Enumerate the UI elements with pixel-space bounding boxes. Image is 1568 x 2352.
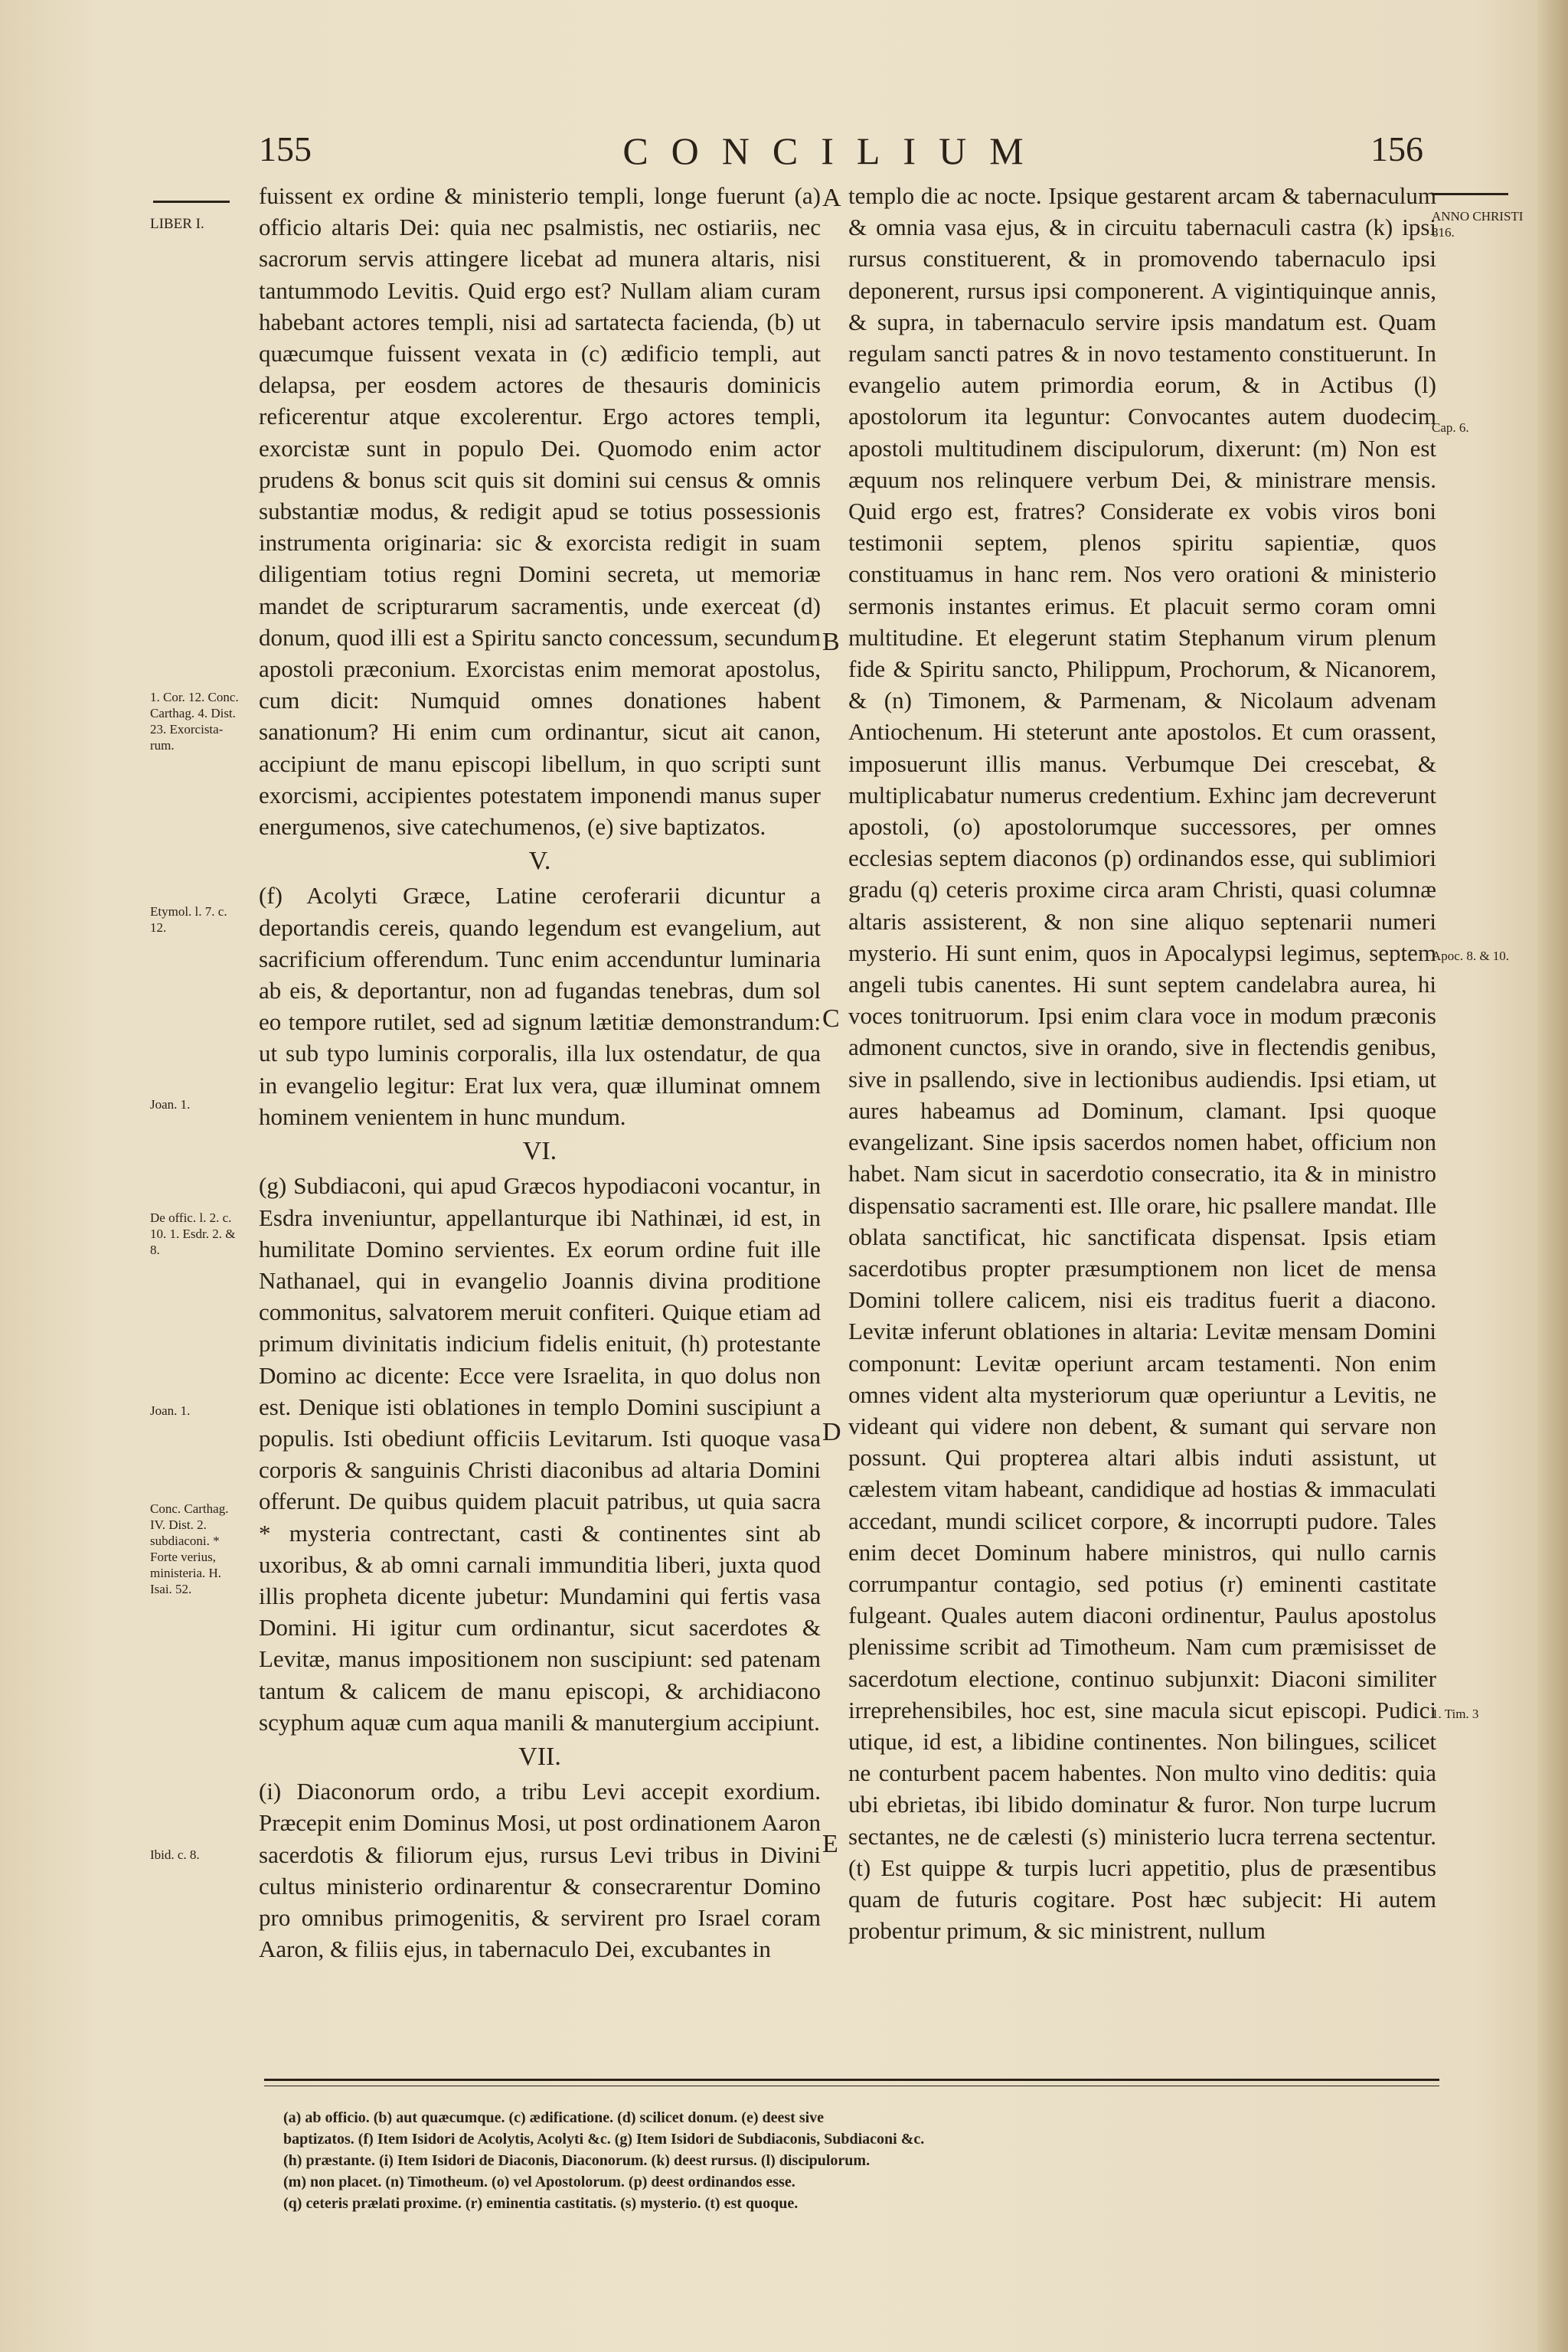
margin-etymol: Etymol. l. 7. c. 12. [150, 904, 227, 935]
margin-conc: Conc. Carthag. IV. Dist. 2. subdiaconi. * Forte verius, ministeria. H. Isai. 52. [150, 1501, 229, 1596]
top-right-rule [1432, 193, 1508, 195]
footnote-line: (m) non placet. (n) Timotheum. (o) vel Apostolorum. (p) deest ordinandos esse. [283, 2174, 795, 2190]
margin-tim: 1. Tim. 3 [1432, 1707, 1479, 1721]
footnotes [283, 2107, 1432, 2214]
running-title: CONCILIUM [622, 129, 1047, 172]
margin-apoc: Apoc. 8. & 10. [1432, 949, 1510, 963]
section-heading-vii: VII. [518, 1742, 561, 1771]
section-heading-vi: VI. [522, 1137, 557, 1166]
right-paragraph-1: templo die ac nocte. Ipsique gestarent arcam & tabernaculum & omnia vasa ejus, & in circuitu tabernaculi castra (k) ipsi rursus constituerent, & in promovendo tabernaculo ipsi deponerent, rursus ipsi componerent. A vigintiquinque annis, & supra, in tabernaculo servire ipsis mandatum est. Quam regulam sancti patres & in novo testamento constituerunt. In evangelio autem primordia eorum, & in Actibus (l) apostolorum ita leguntur: Convocantes autem duodecim apostoli multitudinem discipulorum, dixerunt: (m) Non est æquum nos relinquere verbum Dei, & ministrare mensis. Quid ergo est, fratres? Considerate ex vobis viros boni testimonii septem, plenos spiritu sapientiæ, quos constituamus in hanc rem. Nos vero orationi & ministerio sermonis instantes erimus. Et placuit sermo coram omni multitudine. Et elegerunt statim Stephanum virum plenum fide & Spiritu sancto, Philippum, Prochorum, & Nicanorem, & (n) Timonem, & Parmenam, & Nicolaum advenam Antiochenum. Hi steterunt ante apostolos. Et cum orassent, imposuerunt illis manus. Verbumque Dei crescebat, & multiplicabatur numerus credentium. Exhinc jam decreverunt apostoli, (o) apostolorumque successores, per omnes ecclesias septem diaconos (p) ordinandos esse, qui sublimiori gradu (q) ceteris proxime circa aram Christi, quasi columnæ altaris assisterent, & non sine aliquo septenarii numeri mysterio. Hi sunt enim, quos in Apocalypsi legimus, septem angeli tubis canentes. Hi sunt septem candelabra aurea, hi voces tonitruorum. Ipsi enim clara voce in modum præconis admonent cunctos, sive in orando, sive in flectendis genibus, sive in psallendo, sive in lectionibus audiendis. Ipsi etiam, ut aures habeamus ad Dominum, clamant. Ipsi quoque evangelizant. Sine ipsis sacerdos nomen habet, officium non habet. Nam sicut in sacerdotio consecratio, ita & in ministro dispensatio sacramenti est. Ille orare, hic psallere mandat. Ille oblata sanctificat, hic sanctificata dispensat. Ipsis etiam sacerdotibus propter præsumptionem non licet de mensa Domini tollere calicem, nisi eis traditus fuerit a diacono. Levitæ inferunt oblationes in altaria: Levitæ mensam Domini componunt: Levitæ operiunt arcam testamenti. Non enim omnes vident alta mysteriorum quæ operiuntur a Levitis, ne videant qui videre non debent, & sumant qui servare non possunt. Qui propterea altari albis induti assistunt, ut cælestem vitam habeant, candidique ad hostias & immaculati accedant, mundi scilicet corpore, & incorrupti pudore. Tales enim decet Dominum habere ministros, qui nullo carnis corrumpantur contagio, sed potius (r) eminenti castitate fulgeant. Quales autem diaconi ordinentur, Paulus apostolus plenissime scribit ad Timotheum. Nam cum præmisisset de sacerdotum electione, continuo subjunxit: Diaconi similiter irreprehensibiles, hoc est, sine macula sicut episcopi. Pudici utique, id est, a libidine continentes. Non bilingues, scilicet ne conturbent pacem habentes. Non multo vino deditis: quia ubi ebrietas, ibi libido dominatur & furor. Non turpe lucrum sectantes, ne de cælesti (s) ministerio lucra terrena sectentur. (t) Est quippe & turpis lucri appetitio, plus de præsentibus quam de futuris cogitare. Post hæc subjecit: Hi autem probentur primum, & sic ministrent, nullum [848, 182, 1436, 1945]
left-page-number: 155 [259, 129, 312, 168]
margin-anno: ANNO CHRISTI 816. [1432, 209, 1524, 240]
margin-ibid: Ibid. c. 8. [150, 1847, 200, 1862]
left-paragraph-2: (f) Acolyti Græce, Latine ceroferarii dicuntur a deportandis cereis, quando legendum est evangelium, aut sacrificium offerendum. Tunc enim accenduntur luminaria ab eis, & deportantur, non ad fugandas tenebras, dum sol eo tempore rutilet, sed ad signum lætitiæ demonstrandum: ut sub typo luminis corporalis, illa lux ostendatur, de qua in evangelio legitur: Erat lux vera, quæ illuminat omnem hominem venientem in hunc mundum. [259, 882, 821, 1130]
margin-cap-6: Cap. 6. [1432, 420, 1469, 435]
section-letter-a: A [822, 184, 841, 212]
left-paragraph-3: (g) Subdiaconi, qui apud Græcos hypodiaconi vocantur, in Esdra inveniuntur, appellanturque ibi Nathinæi, id est, in humilitate Domino servientes. Ex eorum ordine fuit ille Nathanael, qui in evangelio Joannis divina proditione commonitus, salvatorem meruit confiteri. Quique etiam ad primum divinitatis indicium fidelis enituit, (h) protestante Domino ac dicente: Ecce vere Israelita, in quo dolus non est. Denique isti oblationes in templo Domini suscipiunt a populis. Isti obediunt officiis Levitarum. Isti quoque vasa corporis & sanguinis Christi diaconibus ad altaria Domini offerunt. De quibus quidem placuit patribus, ut quia sacra * mysteria contrectant, casti & continentes sint ab uxoribus, & ab omni carnali immunditia liberi, juxta quod illis propheta dicente jubetur: Mundamini qui fertis vasa Domini. Hi igitur cum ordinantur, sicut sacerdotes & Levitæ, manus impositionem non suscipiunt: sed patenam tantum & calicem de manu episcopi, & archidiacono scyphum aquæ cum aqua manili & manutergium accipiunt. [259, 1172, 821, 1736]
footnote-rule [264, 2079, 1439, 2086]
footnote-line: baptizatos. (f) Item Isidori de Acolytis, Acolyti &c. (g) Item Isidori de Subdiaconis, Subdiaconi &c. [283, 2131, 925, 2148]
section-letter-c: C [822, 1004, 840, 1033]
page-edge [1537, 0, 1568, 2352]
right-page-number: 156 [1370, 129, 1423, 168]
margin-cor: 1. Cor. 12. Conc. Carthag. 4. Dist. 23. Exorcista-rum. [150, 690, 239, 753]
section-heading-v: V. [528, 847, 551, 876]
right-column [848, 180, 1436, 1946]
left-paragraph-4: (i) Diaconorum ordo, a tribu Levi accepit exordium. Præcepit enim Dominus Mosi, ut post ordinationem Aaron sacerdotis & filiorum ejus, rursus Levi tribus in Divini cultus ministerio ordinarentur & consecrarentur Domino pro omnibus primogenitis, & servirent pro Israel coram Aaron, & filiis ejus, in tabernaculo Dei, excubantes in [259, 1778, 821, 1963]
left-column [259, 180, 821, 1965]
margin-joan-2: Joan. 1. [150, 1403, 191, 1418]
section-letter-b: B [822, 628, 840, 656]
footnote-line: (a) ab officio. (b) aut quæcumque. (c) ædificatione. (d) scilicet donum. (e) deest sive [283, 2109, 825, 2126]
top-left-rule [153, 201, 230, 203]
section-letter-d: D [822, 1418, 841, 1446]
margin-de-offic: De offic. l. 2. c. 10. 1. Esdr. 2. & 8. [150, 1210, 236, 1257]
footnote-line: (q) ceteris prælati proxime. (r) eminentia castitatis. (s) mysterio. (t) est quoque. [283, 2195, 799, 2212]
margin-liber: LIBER I. [150, 216, 204, 232]
left-paragraph-1: fuissent ex ordine & ministerio templi, longe fuerunt (a) officio altaris Dei: quia nec psalmistis, nec ostiariis, nec sacrorum servis attingere licebat ad munera altaris, nisi tantummodo Levitis. Quid ergo est? Nullam aliam curam habebant actores templi, nisi ad sartatecta facienda, (b) ut quæcumque fuissent vexata in (c) ædificio templi, aut delapsa, per eosdem actores de thesauris dominicis reficerentur atque excolerentur. Ergo actores templi, exorcistæ sunt in populo Dei. Quomodo enim actor prudens & bonus scit quis sit domini sui census & omnis substantiæ modus, & redigit apud se totius possessionis instrumenta originaria: sic & exorcista redigit in suam diligentiam totius regni Domini secreta, ut memoriæ mandet de scripturarum sacramentis, unde exerceat (d) donum, quod illi est a Spiritu sancto concessum, secundum apostoli præconium. Exorcistas enim memorat apostolus, cum dicit: Numquid omnes donationes habent sanationum? Hi enim cum ordinantur, sicut ait canon, accipiunt de manu episcopi libellum, in quo scripti sunt exorcismi, accipientes potestatem imponendi manus super energumenos, sive catechumenos, (e) sive baptizatos. [259, 182, 821, 841]
margin-joan-1: Joan. 1. [150, 1097, 191, 1112]
footnote-line: (h) præstante. (i) Item Isidori de Diaconis, Diaconorum. (k) deest rursus. (l) discipulorum. [283, 2152, 871, 2169]
section-letter-e: E [822, 1830, 838, 1858]
